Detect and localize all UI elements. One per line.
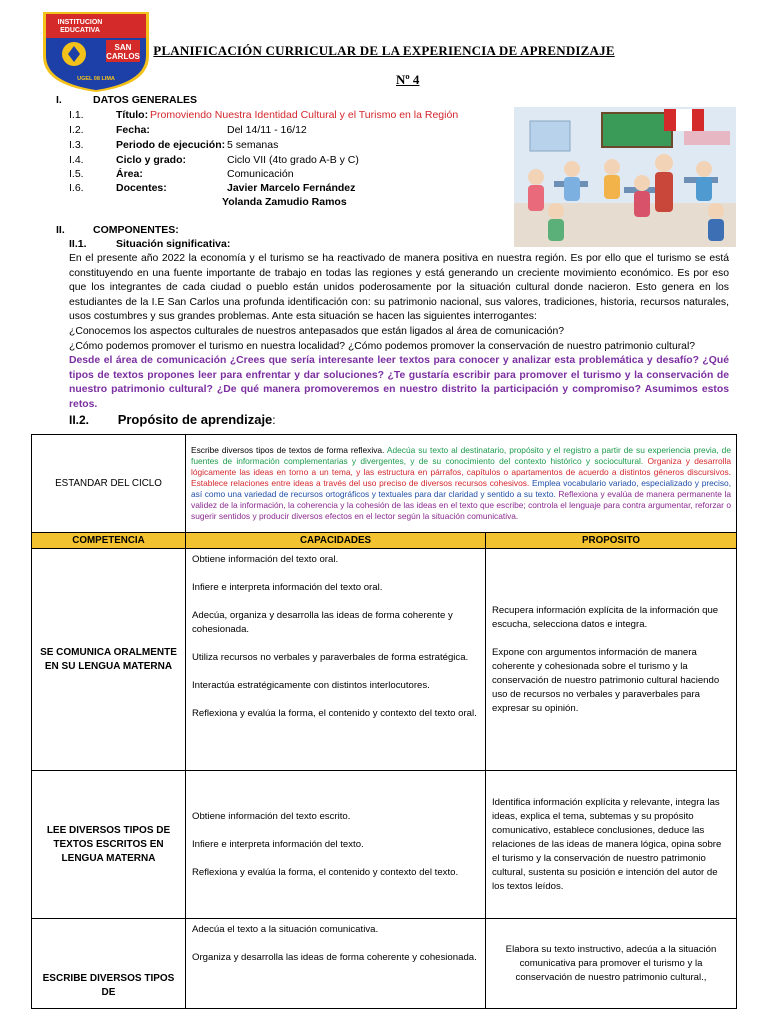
general-value-period: 5 semanas bbox=[227, 139, 279, 151]
subsection-2-1-title: Situación significativa: bbox=[116, 238, 231, 250]
capacidad-item: Obtiene información del texto escrito. bbox=[192, 810, 351, 822]
capacidad-item: Reflexiona y evalúa la forma, el contenido y contexto del texto oral. bbox=[192, 708, 477, 719]
table-header-row bbox=[32, 533, 737, 549]
capacidades-cell bbox=[186, 771, 486, 919]
section-2-title: COMPONENTES: bbox=[93, 224, 179, 236]
competencia-cell: LEE DIVERSOS TIPOS DE TEXTOS ESCRITOS EN LENGUA MATERNA bbox=[32, 771, 186, 919]
table-row bbox=[32, 771, 737, 919]
logo-line3: SAN bbox=[114, 43, 132, 52]
header-proposito: PROPOSITO bbox=[486, 533, 737, 549]
section-1-number: I. bbox=[56, 94, 62, 106]
general-value-area: Comunicación bbox=[227, 168, 294, 180]
general-label-1: Título: bbox=[116, 109, 149, 121]
proposito-cell bbox=[486, 919, 737, 1009]
situation-question-3: Desde el área de comunicación ¿Crees que sería interesante leer textos para conocer y analizar esta problemática y desafío? ¿Qué tipos de textos propones leer para enfrentar y dar soluciones? ¿Te gustaría escribir para promover el turismo y la conservación de nuestro patrimonio cultural? ¿De qué manera promoveremos en nuestro distrito la participación y compromiso? Asumimos estos retos. bbox=[69, 355, 729, 410]
standard-label: ESTANDAR DEL CICLO bbox=[32, 435, 186, 533]
standard-seg-1: Escribe diversos tipos de textos de forma reflexiva. bbox=[191, 444, 387, 455]
subsection-2-2-colon: : bbox=[272, 413, 276, 427]
capacidad-item: Infiere e interpreta información del texto. bbox=[192, 838, 364, 850]
proposito-item: Expone con argumentos información de manera coherente y cohesionada sobre el turismo y la conservación de nuestro patrimonio cultural haciendo uso de recursos no verbales y paraverbales para expresar su opinión. bbox=[492, 646, 720, 714]
table-row bbox=[32, 919, 737, 1009]
capacidad-item: Adecúa el texto a la situación comunicativa. bbox=[192, 924, 379, 935]
subsection-2-1-number: II.1. bbox=[69, 238, 87, 250]
general-label-6: Docentes: bbox=[116, 182, 167, 194]
capacidad-item: Organiza y desarrolla las ideas de forma coherente y cohesionada. bbox=[192, 952, 477, 963]
general-value-title: Promoviendo Nuestra Identidad Cultural y el Turismo en la Región bbox=[150, 109, 459, 121]
section-2-number: II. bbox=[56, 224, 65, 236]
table-row bbox=[32, 549, 737, 771]
competencia-cell: SE COMUNICA ORALMENTE EN SU LENGUA MATERNA bbox=[32, 549, 186, 771]
subsection-2-2-number: II.2. bbox=[69, 413, 90, 427]
standard-seg-4: Emplea vocabulario variado, especializado y preciso, así como una variedad de recursos ortográficos y textuales para dar claridad y sentido a su texto. bbox=[191, 477, 732, 500]
general-value-cycle: Ciclo VII (4to grado A-B y C) bbox=[227, 154, 359, 166]
capacidad-item: Interactúa estratégicamente con distintos interlocutores. bbox=[192, 680, 430, 691]
general-num-3: I.3. bbox=[69, 139, 84, 151]
general-value-teacher1: Javier Marcelo Fernández bbox=[227, 182, 356, 194]
general-label-5: Área: bbox=[116, 168, 143, 180]
logo-line4: CARLOS bbox=[106, 52, 140, 61]
general-num-6: I.6. bbox=[69, 182, 84, 194]
general-value-date: Del 14/11 - 16/12 bbox=[227, 124, 307, 136]
classroom-illustration bbox=[514, 107, 736, 247]
header-capacidades: CAPACIDADES bbox=[186, 533, 486, 549]
general-value-teacher2: Yolanda Zamudio Ramos bbox=[222, 196, 347, 208]
logo-line2: EDUCATIVA bbox=[60, 27, 100, 34]
capacidad-item: Utiliza recursos no verbales y paraverbales de forma estratégica. bbox=[192, 652, 469, 663]
general-label-2: Fecha: bbox=[116, 124, 150, 136]
capacidades-cell bbox=[186, 919, 486, 1009]
proposito-item: Identifica información explícita y relevante, integra las ideas, explica el tema, subtemas y su propósito comunicativo, establece conclusiones, deduce las relaciones de las ideas de manera lógica, opina sobre el turismo y la conservación de nuestro patrimonio cultural, sustenta su posición e intención del autor de los textos leídos. bbox=[492, 796, 722, 892]
capacidad-item: Adecúa, organiza y desarrolla las ideas de forma coherente y cohesionada. bbox=[192, 610, 453, 635]
document-number: Nº 4 bbox=[396, 72, 420, 87]
standard-seg-2: Adecúa su texto al destinatario, propósito y el registro a partir de su experiencia previa, de fuentes de información complementarias y divergentes, y de su conocimiento del contexto histórico y sociocultural. bbox=[191, 444, 732, 466]
capacidades-cell bbox=[186, 549, 486, 771]
proposito-item: Elabora su texto instructivo, adecúa a la situación comunicativa para promover el turismo y la conservación de nuestro patrimonio cultural., bbox=[505, 943, 717, 983]
learning-purpose-table bbox=[31, 434, 737, 1009]
general-num-5: I.5. bbox=[69, 168, 84, 180]
general-label-3: Periodo de ejecución: bbox=[116, 139, 226, 151]
standard-row bbox=[32, 435, 737, 533]
capacidad-item: Infiere e interpreta información del texto oral. bbox=[192, 582, 383, 593]
standard-seg-5: Reflexiona y evalúa de manera permanente la validez de la información, la coherencia y la cohesión de las ideas en el texto que escribe; controla el lenguaje para contra argumentar, reforzar o sugerir sentidos y producir diversos efectos en el lector según la situación comunicativa. bbox=[191, 489, 732, 522]
subsection-2-2-header bbox=[69, 412, 276, 427]
situation-paragraph: En el presente año 2022 la economía y el turismo se ha reactivado de manera positiva en nuestra región. Es por ello que el turismo se está constituyendo en una fuente importante de trabajo en todas las regiones y está generando un creciente movimiento económico. Es por eso que los integrantes de cada ciudad o pueblo están unidos poderosamente por la situación cultural donde nacieron. Esto genera en los estudiantes de la I.E San Carlos una profunda identificación con: su patrimonio nacional, sus valores, tradiciones, historia, recursos naturales, usos costumbres y sus grandes problemas. Ante esta situación se hacen las siguientes interrogantes: bbox=[69, 253, 729, 323]
capacidad-item: Reflexiona y evalúa la forma, el contenido y contexto del texto. bbox=[192, 866, 459, 878]
general-num-1: I.1. bbox=[69, 109, 84, 121]
standard-text bbox=[186, 435, 737, 533]
general-label-4: Ciclo y grado: bbox=[116, 154, 187, 166]
header-competencia: COMPETENCIA bbox=[32, 533, 186, 549]
competencia-cell: ESCRIBE DIVERSOS TIPOS DE bbox=[32, 919, 186, 1009]
general-num-4: I.4. bbox=[69, 154, 84, 166]
logo-line1: INSTITUCION bbox=[57, 19, 103, 26]
subsection-2-2-title: Propósito de aprendizaje bbox=[117, 412, 273, 427]
logo-bottom: UGEL 08 LIMA bbox=[77, 76, 115, 82]
capacidad-item: Obtiene información del texto oral. bbox=[192, 554, 339, 565]
document-title: PLANIFICACIÓN CURRICULAR DE LA EXPERIENCIA DE APRENDIZAJE bbox=[153, 43, 615, 58]
situation-question-1: ¿Conocemos los aspectos culturales de nuestros antepasados que están ligados al área de comunicación? bbox=[69, 325, 565, 337]
standard-seg-3: Organiza y desarrolla lógicamente las ideas en torno a un tema, y las estructura en párrafos, capítulos o apartamentos de acuerdo a distintos géneros discursivos. Establece relaciones entre ideas a través del uso preciso de diversos recursos cohesivos. bbox=[191, 455, 732, 488]
section-1-title: DATOS GENERALES bbox=[93, 94, 198, 106]
proposito-cell bbox=[486, 771, 737, 919]
situation-question-2: ¿Cómo podemos promover el turismo en nuestra localidad? ¿Cómo podemos promover la conservación de nuestro patrimonio cultural? bbox=[69, 340, 696, 352]
proposito-cell bbox=[486, 549, 737, 771]
situation-text bbox=[69, 252, 729, 413]
general-num-2: I.2. bbox=[69, 124, 84, 136]
proposito-item: Recupera información explícita de la información que escucha, selecciona datos e integra. bbox=[492, 604, 719, 630]
